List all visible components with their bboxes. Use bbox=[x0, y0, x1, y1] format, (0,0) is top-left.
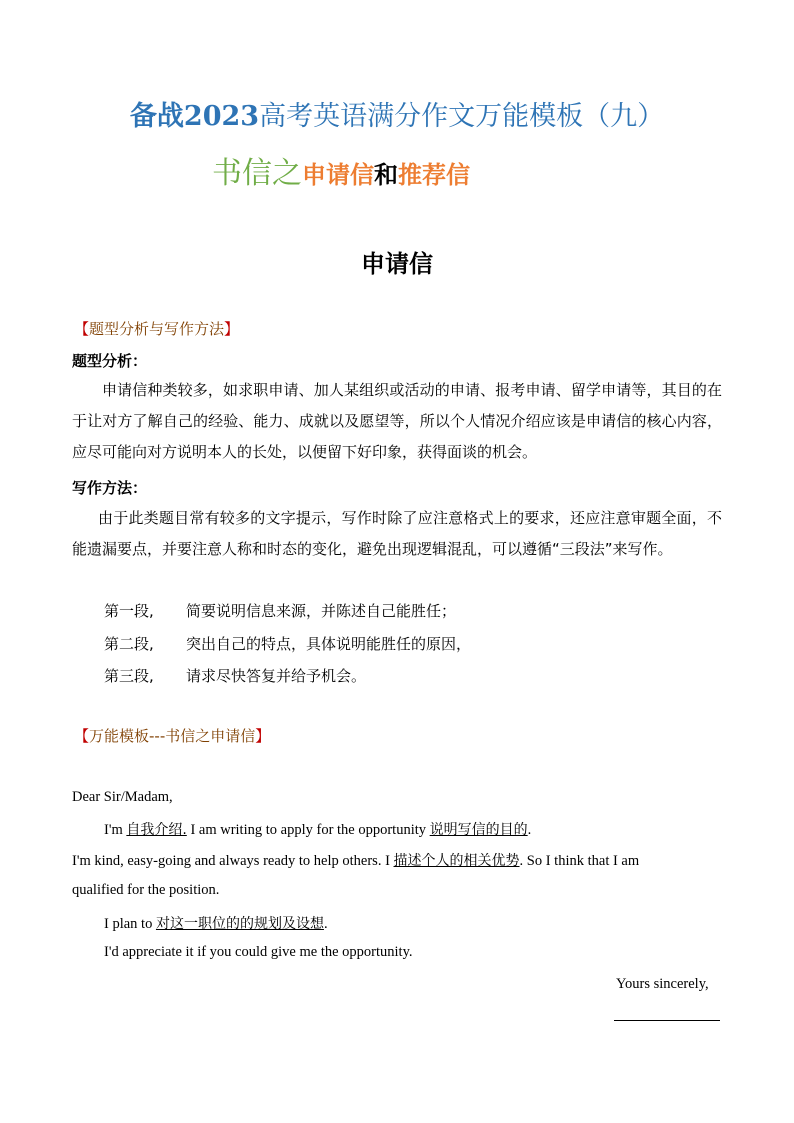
letter-text: I'm kind, easy-going and always ready to help others. I bbox=[72, 853, 394, 869]
letter-paragraph-4: I'd appreciate it if you could give me the opportunity. bbox=[104, 944, 413, 960]
letter-text: . So I think that I am bbox=[519, 853, 640, 869]
letter-placeholder: 对这一职位的的规划及设想 bbox=[155, 916, 324, 932]
letter-paragraph-1 bbox=[104, 819, 531, 839]
letter-paragraph-2-cont: qualified for the position. bbox=[72, 882, 220, 898]
section-heading: 申请信 bbox=[361, 250, 433, 278]
step-label: 第一段, bbox=[104, 602, 154, 620]
letter-closing: Yours sincerely, bbox=[616, 976, 709, 992]
method-label: 写作方法： bbox=[72, 479, 148, 497]
title-year: 备战2023 bbox=[129, 101, 260, 132]
step-1 bbox=[104, 600, 456, 621]
subtitle-part-3: 和 bbox=[374, 160, 398, 189]
analysis-heading-text: 题型分析与写作方法 bbox=[89, 320, 225, 338]
subtitle-part-1: 书信之 bbox=[212, 156, 302, 191]
analysis-label: 题型分析： bbox=[72, 352, 148, 370]
analysis-heading bbox=[74, 318, 239, 339]
bracket-open: 【 bbox=[74, 727, 90, 745]
template-heading-text: 万能模板---书信之申请信 bbox=[89, 727, 256, 745]
template-heading bbox=[74, 725, 270, 746]
letter-text: . bbox=[323, 916, 328, 932]
letter-placeholder: 说明写信的目的 bbox=[429, 822, 528, 838]
document-title bbox=[0, 94, 794, 134]
analysis-paragraph: 申请信种类较多，如求职申请、加人某组织或活动的申请、报考申请、留学申请等，其目的在于让对方了解自己的经验、能力、成就以及愿望等，所以个人情况介绍应该是申请信的核心内容，应尽可能向对方说明本人的长处，以便留下好印象，获得面谈的机会。 bbox=[72, 381, 722, 461]
letter-text: I am writing to apply for the opportunity bbox=[186, 822, 430, 838]
step-text: 简要说明信息来源，并陈述自己能胜任； bbox=[186, 602, 457, 620]
step-label: 第二段, bbox=[104, 635, 154, 653]
letter-text: . bbox=[527, 822, 532, 838]
letter-text: I plan to bbox=[104, 916, 156, 932]
letter-paragraph-3 bbox=[104, 913, 328, 933]
step-text: 突出自己的特点，具体说明能胜任的原因， bbox=[186, 635, 472, 653]
bracket-close: 】 bbox=[255, 727, 271, 745]
letter-paragraph-2 bbox=[72, 850, 639, 870]
letter-text: I'm bbox=[104, 822, 127, 838]
method-paragraph: 由于此类题目常有较多的文字提示，写作时除了应注意格式上的要求，还应注意审题全面，不能遗漏要点，并要注意人称和时态的变化，避免出现逻辑混乱，可以遵循“三段法”来写作。 bbox=[72, 509, 722, 558]
step-3 bbox=[104, 665, 366, 686]
document-subtitle bbox=[212, 148, 470, 191]
title-text: 高考英语满分作文万能模板（九） bbox=[259, 101, 665, 132]
step-label: 第三段, bbox=[104, 667, 154, 685]
signature-line bbox=[614, 1020, 720, 1021]
bracket-close: 】 bbox=[224, 320, 240, 338]
letter-placeholder: 描述个人的相关优势 bbox=[393, 853, 520, 869]
subtitle-part-2: 申请信 bbox=[302, 160, 374, 189]
letter-salutation: Dear Sir/Madam, bbox=[72, 789, 173, 805]
step-2 bbox=[104, 633, 471, 654]
step-text: 请求尽快答复并给予机会。 bbox=[186, 667, 367, 685]
letter-placeholder: 自我介绍. bbox=[126, 822, 187, 838]
bracket-open: 【 bbox=[74, 320, 90, 338]
subtitle-part-4: 推荐信 bbox=[398, 160, 470, 189]
